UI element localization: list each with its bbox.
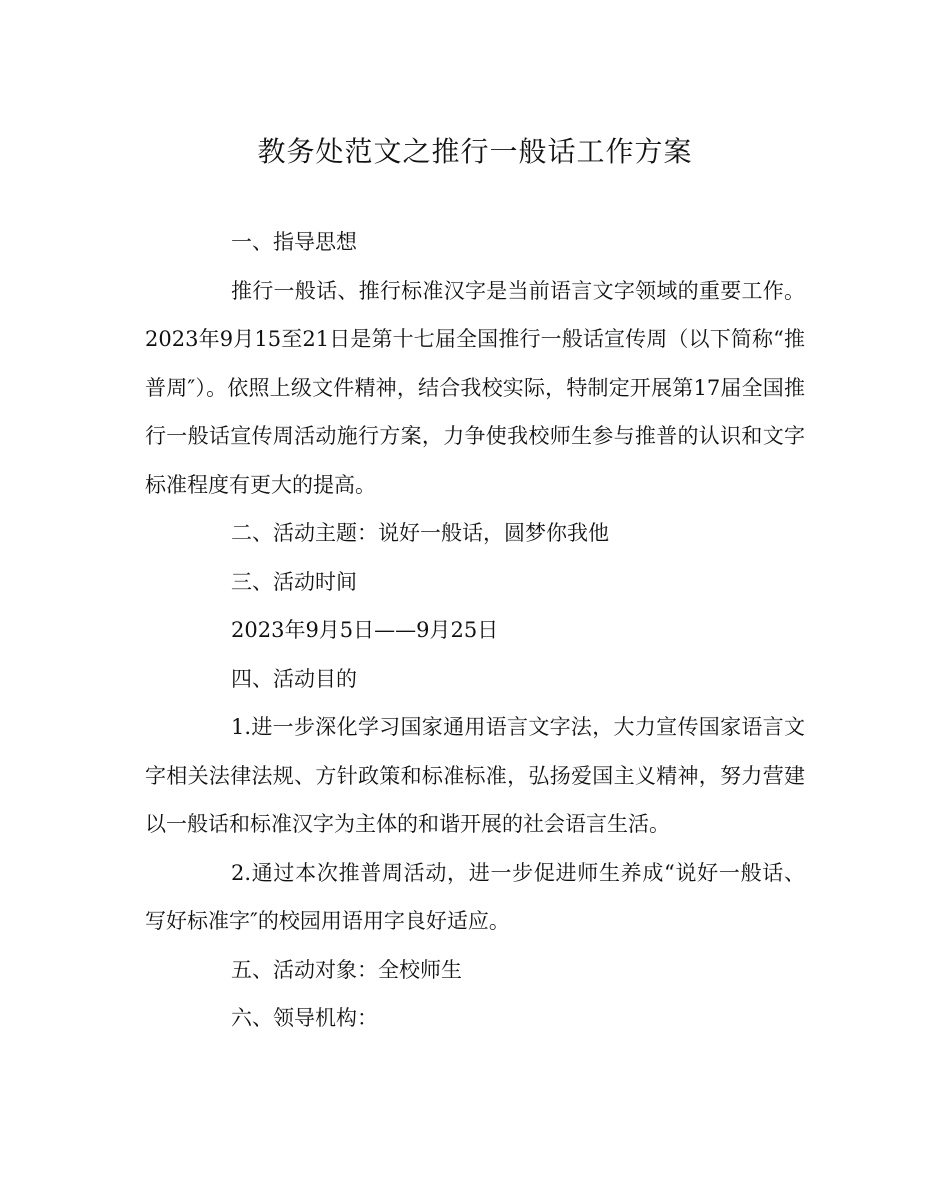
section-heading-leadership: 六、领导机构： (231, 1006, 378, 1030)
section-heading-activity-time: 三、活动时间 (231, 569, 357, 594)
document-title: 教务处范文之推行一般话工作方案 (257, 135, 693, 168)
section-heading-activity-target: 五、活动对象：全校师生 (231, 957, 462, 982)
section-heading-activity-theme: 二、活动主题：说好一般话，圆梦你我他 (231, 521, 609, 545)
paragraph-introduction: 推行一般话、推行标准汉字是当前语言文字领域的重要工作。2023年9月15至21日是第十七届全国推行一般话宣传周（以下简称“推普周″）。依照上级文件精神，结合我校实际，特制定开展第17届全国推行一般话宣传周活动施行方案，力争使我校师生参与推普的认识和文字标准程度有更大的提高。 (145, 278, 805, 497)
section-heading-guiding-ideology: 一、指导思想 (231, 230, 357, 254)
activity-date-range: 2023年9月5日——9月25日 (231, 618, 499, 642)
document-body (145, 218, 805, 1043)
purpose-item-1: 1.进一步深化学习国家通用语言文字法，大力宣传国家语言文字相关法律法规、方针政策和标准标准，弘扬爱国主义精神，努力营建以一般话和标准汉字为主体的和谐开展的社会语言生活。 (145, 715, 805, 836)
section-heading-activity-purpose: 四、活动目的 (231, 666, 357, 691)
purpose-item-2: 2.通过本次推普周活动，进一步促进师生养成“说好一般话、写好标准字″的校园用语用字良好适应。 (145, 860, 805, 933)
